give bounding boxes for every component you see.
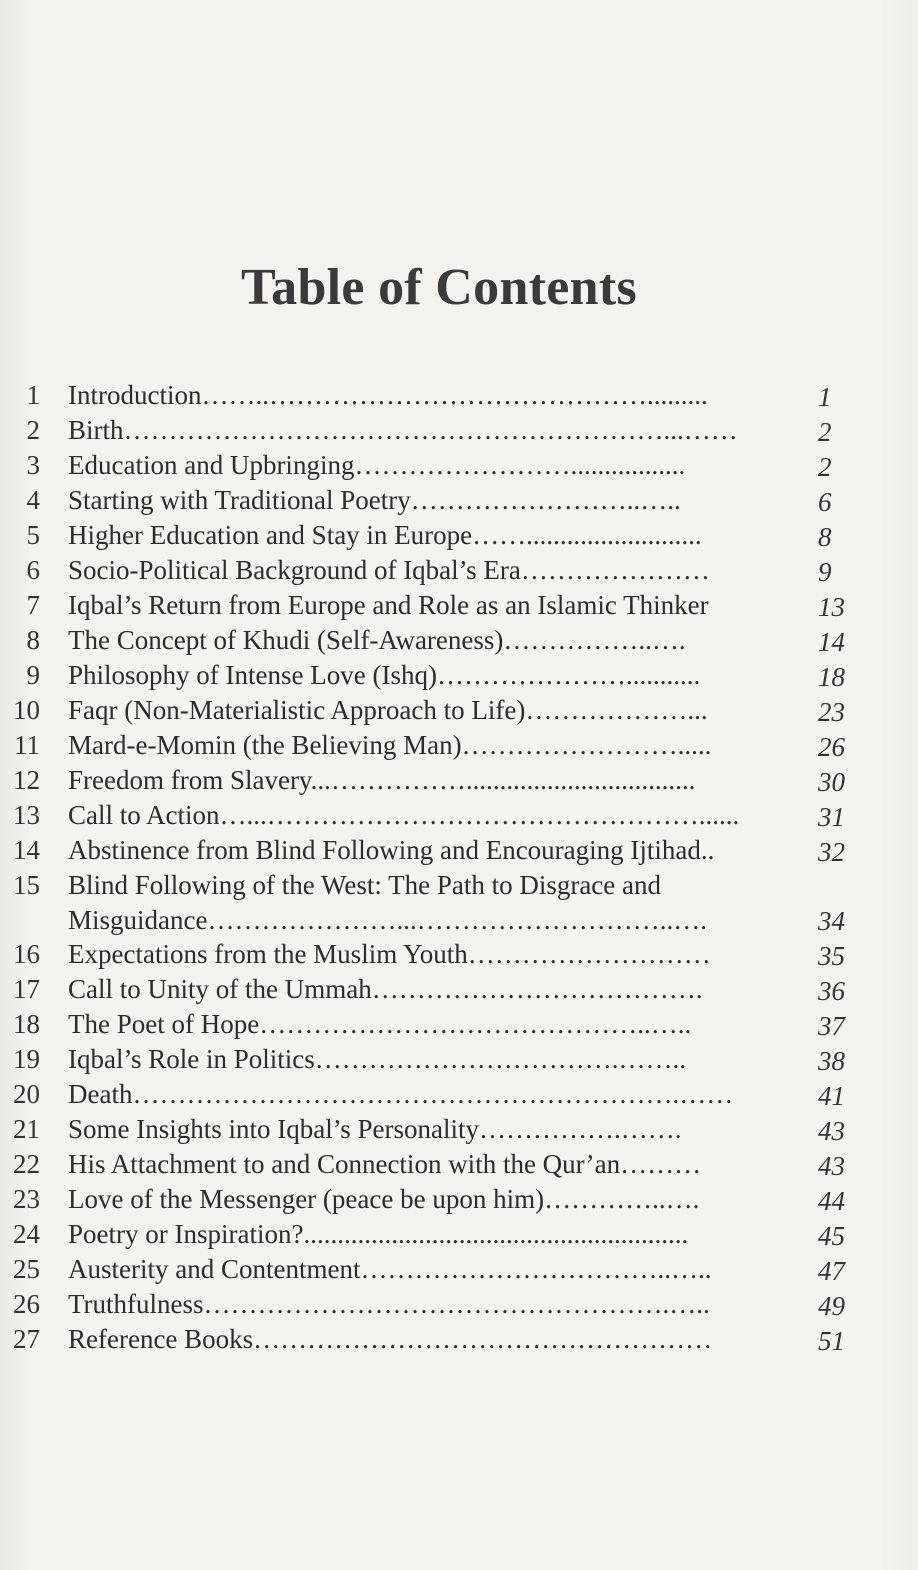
toc-entry — [0, 798, 918, 833]
toc-entry-page: 30 — [818, 767, 845, 797]
toc-entry — [0, 658, 918, 693]
toc-entry — [0, 972, 918, 1007]
toc-entry-title: The Poet of Hope……………………………………..….. — [68, 1009, 692, 1039]
toc-entry-page: 1 — [818, 382, 832, 412]
toc-entry-page: 23 — [818, 697, 845, 727]
toc-entry-number: 20 — [13, 1079, 40, 1109]
toc-entry — [0, 413, 918, 448]
toc-entry-number: 8 — [26, 625, 40, 655]
toc-entry-title: Iqbal’s Role in Politics…………………………….…….. — [68, 1044, 686, 1074]
toc-entry — [0, 1112, 918, 1147]
toc-entry-page: 31 — [818, 802, 845, 832]
toc-entry-title: Mard-e-Momin (the Believing Man)……………………..... — [68, 730, 712, 760]
toc-entry — [0, 1322, 918, 1357]
toc-entry-title: Austerity and Contentment……………………………..….. — [68, 1254, 712, 1284]
toc-entry-page: 2 — [818, 452, 832, 482]
toc-entry-number: 14 — [13, 835, 40, 865]
toc-entry-page: 47 — [818, 1256, 845, 1286]
toc-entry-title: Birth……………………………………………………...…… — [68, 415, 738, 445]
toc-entry-title: The Concept of Khudi (Self-Awareness)……………..…. — [68, 625, 686, 655]
toc-entry-title: Introduction……..……………………………………......... — [68, 380, 708, 410]
toc-entry — [0, 1147, 918, 1182]
toc-entry — [0, 1077, 918, 1112]
toc-entry — [0, 448, 918, 483]
toc-entry-number: 4 — [26, 485, 40, 515]
toc-entry-page: 26 — [818, 732, 845, 762]
toc-entry-title: Reference Books…………………………………………… — [68, 1324, 713, 1354]
toc-list — [0, 378, 918, 1357]
toc-entry-number: 17 — [13, 974, 40, 1004]
toc-entry — [0, 763, 918, 798]
toc-entry-page: 41 — [818, 1081, 845, 1111]
toc-entry-title: Love of the Messenger (peace be upon him)…………..…. — [68, 1184, 700, 1214]
toc-entry — [0, 1007, 918, 1042]
toc-entry — [0, 1287, 918, 1322]
toc-entry-number: 3 — [26, 450, 40, 480]
toc-entry-number: 26 — [13, 1289, 40, 1319]
toc-entry-number: 16 — [13, 939, 40, 969]
toc-entry-title: Some Insights into Iqbal’s Personality…………….……. — [68, 1114, 682, 1144]
toc-entry-number: 15 — [13, 870, 40, 900]
toc-entry-number: 27 — [13, 1324, 40, 1354]
toc-entry-number: 9 — [26, 660, 40, 690]
toc-entry-title: Call to Unity of the Ummah………………………………. — [68, 974, 703, 1004]
toc-entry — [0, 728, 918, 763]
toc-entry-number: 24 — [13, 1219, 40, 1249]
toc-entry-page: 9 — [818, 557, 832, 587]
toc-entry-page: 6 — [818, 487, 832, 517]
toc-entry-number: 18 — [13, 1009, 40, 1039]
toc-entry — [0, 868, 918, 937]
toc-entry — [0, 1042, 918, 1077]
toc-entry — [0, 833, 918, 868]
toc-entry-title: Socio-Political Background of Iqbal’s Era………………… — [68, 555, 710, 585]
toc-entry-title: Call to Action…...…………………………………………...... — [68, 800, 740, 830]
toc-entry-title: Philosophy of Intense Love (Ishq)…………………........... — [68, 660, 701, 690]
toc-entry-title-line2: Misguidance…………………...………………………..…. — [68, 905, 707, 935]
toc-entry — [0, 693, 918, 728]
toc-entry — [0, 623, 918, 658]
toc-entry-title: Poetry or Inspiration?......................................................... — [68, 1219, 689, 1249]
toc-entry-number: 6 — [26, 555, 40, 585]
toc-entry-number: 23 — [13, 1184, 40, 1214]
toc-entry-title: Freedom from Slavery...…………….................................. — [68, 765, 696, 795]
toc-entry-page: 35 — [818, 941, 845, 971]
toc-entry-number: 10 — [13, 695, 40, 725]
toc-entry-title: Truthfulness…………………………………………….….. — [68, 1289, 710, 1319]
toc-entry-page: 34 — [818, 906, 845, 936]
toc-entry-number: 19 — [13, 1044, 40, 1074]
toc-entry — [0, 483, 918, 518]
toc-entry-page: 8 — [818, 522, 832, 552]
toc-entry — [0, 937, 918, 972]
toc-entry-number: 21 — [13, 1114, 40, 1144]
toc-entry — [0, 1217, 918, 1252]
toc-entry-title-line1: Blind Following of the West: The Path to Disgrace and — [68, 870, 662, 900]
toc-entry-page: 13 — [818, 592, 845, 622]
toc-entry — [0, 1182, 918, 1217]
toc-entry-number: 25 — [13, 1254, 40, 1284]
toc-entry-title: Expectations from the Muslim Youth……………………… — [68, 939, 711, 969]
toc-entry-title: Death…………………………………………………….…… — [68, 1079, 734, 1109]
toc-entry-title: Faqr (Non-Materialistic Approach to Life)………………... — [68, 695, 708, 725]
toc-entry — [0, 553, 918, 588]
toc-entry-title: Higher Education and Stay in Europe…….......................... — [68, 520, 702, 550]
toc-entry-number: 1 — [26, 380, 40, 410]
toc-entry-number: 5 — [26, 520, 40, 550]
toc-entry-title — [68, 868, 798, 938]
toc-entry-page: 44 — [818, 1186, 845, 1216]
toc-entry-number: 13 — [13, 800, 40, 830]
toc-entry-number: 7 — [26, 590, 40, 620]
page-title: Table of Contents — [240, 259, 638, 316]
toc-entry-page: 37 — [818, 1011, 845, 1041]
toc-entry-number: 11 — [14, 730, 40, 760]
toc-entry-page: 38 — [818, 1046, 845, 1076]
toc-entry-title: Starting with Traditional Poetry……………………..….. — [68, 485, 681, 515]
toc-entry-title: Abstinence from Blind Following and Encouraging Ijtihad.. — [68, 835, 715, 865]
toc-entry-page: 43 — [818, 1151, 845, 1181]
toc-entry-page: 36 — [818, 976, 845, 1006]
toc-entry-page: 49 — [818, 1291, 845, 1321]
toc-entry-page: 14 — [818, 627, 845, 657]
toc-entry-title: Education and Upbringing……………………................. — [68, 450, 686, 480]
toc-entry — [0, 1252, 918, 1287]
toc-entry-number: 22 — [13, 1149, 40, 1179]
toc-entry-page: 2 — [818, 417, 832, 447]
toc-entry-page: 51 — [818, 1326, 845, 1356]
toc-entry — [0, 518, 918, 553]
toc-entry — [0, 588, 918, 623]
toc-entry-page: 45 — [818, 1221, 845, 1251]
toc-entry-number: 2 — [26, 415, 40, 445]
toc-entry-number: 12 — [13, 765, 40, 795]
toc-entry-page: 18 — [818, 662, 845, 692]
toc-entry-title: His Attachment to and Connection with the Qur’an……… — [68, 1149, 702, 1179]
toc-entry — [0, 378, 918, 413]
toc-entry-page: 32 — [818, 837, 845, 867]
toc-entry-title: Iqbal’s Return from Europe and Role as an Islamic Thinker — [68, 590, 709, 620]
toc-entry-page: 43 — [818, 1116, 845, 1146]
